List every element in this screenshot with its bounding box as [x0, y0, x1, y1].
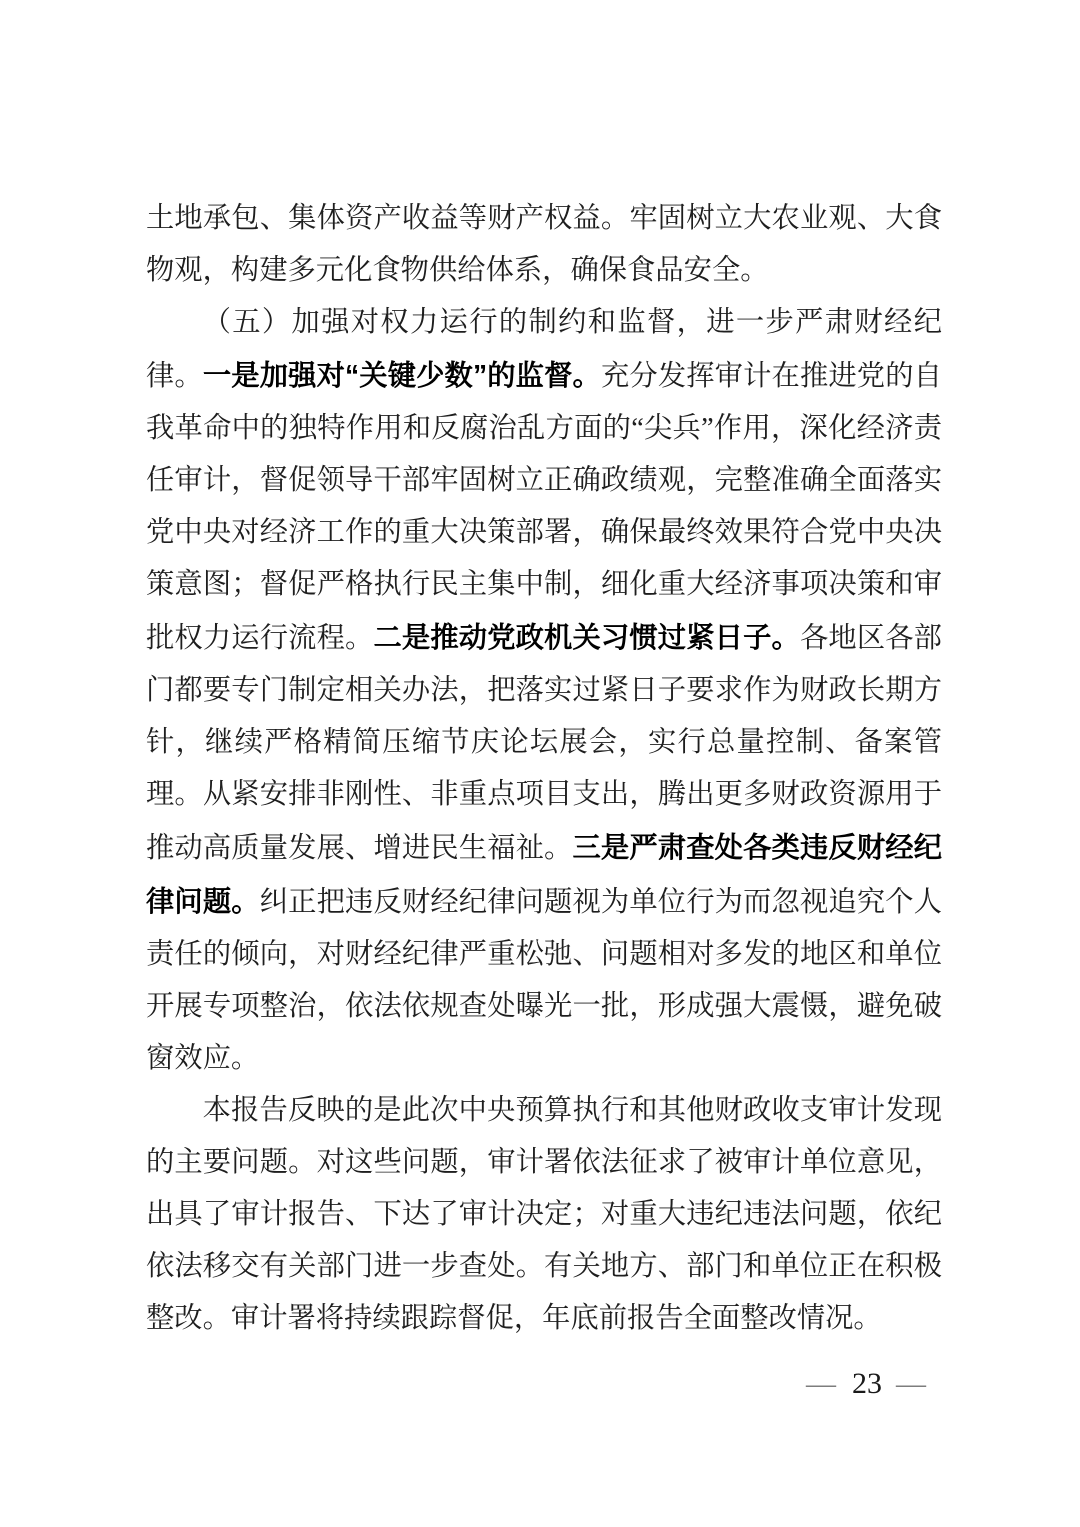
document-body: [146, 193, 942, 1345]
section-five-heading: （五）加强对权力运行的制约和监督，进一步严肃财经纪律。: [146, 307, 942, 392]
paragraph-closing-text: 本报告反映的是此次中央预算执行和其他财政收支审计发现的主要问题。对这些问题，审计署依法征求了被审计单位意见，出具了审计报告、下达了审计决定；对重大违纪违法问题，依纪依法移交有关部门进一步查处。有关地方、部门和单位正在积极整改。审计署将持续跟踪督促，年底前报告全面整改情况。: [146, 1095, 942, 1334]
emphasis-point-three: 三是严肃查处各类违反财经纪律问题。: [146, 831, 942, 917]
emphasis-point-one: 一是加强对“关键少数”的监督。: [202, 359, 601, 391]
paragraph-section-five: [146, 297, 942, 1085]
page-footer: [792, 1362, 942, 1406]
paragraph-closing: [146, 1085, 942, 1345]
page-number: 23: [852, 1367, 882, 1400]
footer-left-dash: —: [806, 1367, 838, 1400]
point-two-body-text: 各地区各部门都要专门制定相关办法，把落实过紧日子要求作为财政长期方针，继续严格精简压缩节庆论坛展会，实行总量控制、备案管理。从紧安排非刚性、非重点项目支出，腾出更多财政资源用于推动高质量发展、增进民生福祉。: [146, 623, 942, 864]
paragraph-continuation-text: 土地承包、集体资产收益等财产权益。牢固树立大农业观、大食物观，构建多元化食物供给体系，确保食品安全。: [146, 203, 942, 286]
paragraph-continuation: [146, 193, 942, 297]
emphasis-point-two: 二是推动党政机关习惯过紧日子。: [373, 621, 800, 653]
point-one-body-text: 充分发挥审计在推进党的自我革命中的独特作用和反腐治乱方面的“尖兵”作用，深化经济责任审计，督促领导干部牢固树立正确政绩观，完整准确全面落实党中央对经济工作的重大决策部署，确保最终效果符合党中央决策意图；督促严格执行民主集中制，细化重大经济事项决策和审批权力运行流程。: [146, 361, 942, 654]
point-three-body-text: 纠正把违反财经纪律问题视为单位行为而忽视追究个人责任的倾向，对财经纪律严重松弛、问题相对多发的地区和单位开展专项整治，依法依规查处曝光一批，形成强大震慑，避免破窗效应。: [146, 887, 942, 1074]
footer-right-dash: —: [896, 1367, 928, 1400]
